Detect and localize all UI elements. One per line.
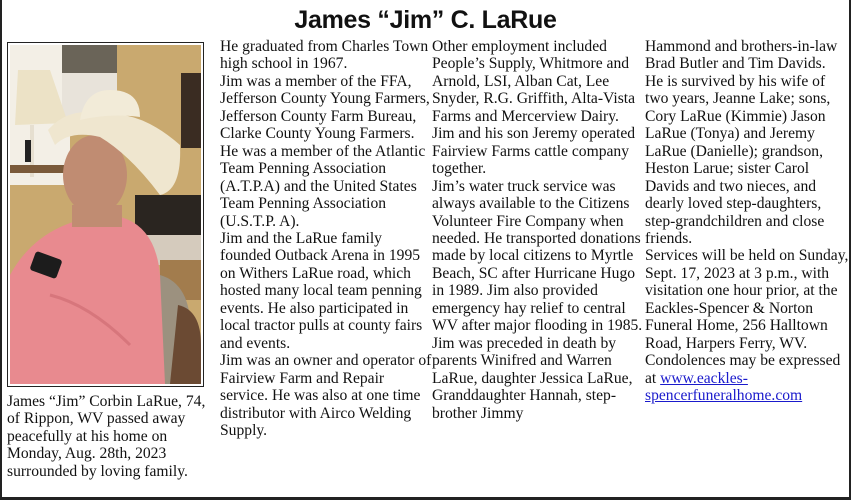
obituary-title: James “Jim” C. LaRue — [294, 6, 557, 34]
portrait-photo — [7, 42, 204, 387]
paragraph-survived-by: He is survived by his wife of two years, Jeanne Lake; sons, Cory LaRue (Kimmie) Jason LaRue (Tonya) and Jeremy LaRue (Danielle); grandson, Heston Larue; sister Carol Davids and two nieces, and dearly loved step-daughters, step-grandchildren and close friends. — [645, 72, 831, 247]
portrait-image — [10, 45, 201, 384]
paragraph-preceded-in-death: Jim was preceded in death by parents Winifred and Warren LaRue, daughter Jessica LaRue, Granddaughter Hannah, step-brother Jimmy — [432, 334, 633, 422]
text-column-3 — [645, 38, 850, 405]
paragraph-in-laws: Hammond and brothers-in-law Brad Butler and Tim Davids. — [645, 38, 838, 73]
text-column-2 — [432, 38, 644, 422]
funeral-home-link[interactable]: www.eackles-spencerfuneralhome.com — [645, 369, 803, 405]
text-column-1 — [220, 38, 432, 439]
paragraph-employment: Other employment included People’s Supply, Whitmore and Arnold, LSI, Alban Cat, Lee Snyder, R.G. Griffith, Alta-Vista Farms and Mercerview Dairy. Jim and his son Jeremy operated Fairview Farms cattle company together. — [432, 38, 636, 178]
paragraph-water-truck: Jim’s water truck service was always available to the Citizens Volunteer Fire Company when needed. He transported donations made by local citizens to Myrtle Beach, SC after Hurricane Hugo in 1989. Jim also provided emergency hay relief to central WV after major flooding in 1985. — [432, 177, 643, 335]
obituary-caption: James “Jim” Corbin LaRue, 74, of Rippon, WV passed away peacefully at his home on Monday, Aug. 28th, 2023 surrounded by loving family. — [7, 393, 206, 480]
condolences-text: Condolences may be expressed at — [645, 352, 841, 387]
paragraph-condolences — [645, 352, 850, 404]
paragraph-education: He graduated from Charles Town high school in 1967. — [220, 38, 429, 73]
frame-border-left — [0, 0, 2, 500]
paragraph-fairview-farm: Jim was an owner and operator of Fairview Farm and Repair service. He was also at one time distributor with Airco Welding Supply. — [220, 352, 432, 439]
paragraph-services: Services will be held on Sunday, Sept. 17, 2023 at 3 p.m., with visitation one hour prior, at the Eackles-Spencer & Norton Funeral Home, 256 Halltown Road, Harpers Ferry, WV. — [645, 247, 849, 352]
paragraph-outback-arena: Jim and the LaRue family founded Outback Arena in 1995 on Withers LaRue road, which hosted many local team penning events. He also participated in local tractor pulls at county fairs and events. — [220, 229, 423, 352]
paragraph-memberships: Jim was a member of the FFA, Jefferson County Young Farmers, Jefferson County Farm Bureau, Clarke County Young Farmers. He was a member of the Atlantic Team Penning Association (A.T.P.A) and the United States Team Penning Association (U.S.T.P. A). — [220, 72, 430, 230]
